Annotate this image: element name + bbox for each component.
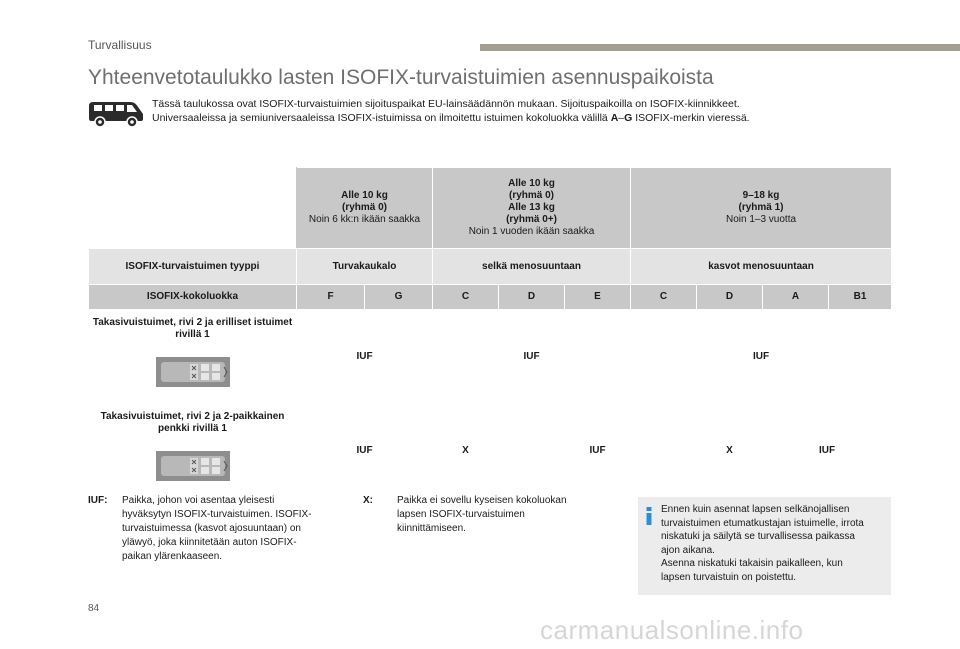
info-box: [638, 497, 891, 595]
cell-value: IUF: [631, 310, 892, 404]
cell-value: IUF: [763, 404, 892, 498]
legend-iuf-term: IUF:: [88, 495, 108, 506]
section-label: Turvallisuus: [88, 38, 152, 52]
size-class-cell: E: [565, 285, 631, 310]
legend-x-term: X:: [363, 495, 373, 506]
vehicle-top-view-icon: [156, 357, 230, 387]
row-header-0: Takasivuistuimet, rivi 2 ja erilliset istuimet rivillä 1: [89, 310, 297, 404]
vehicle-top-view-icon: [156, 451, 230, 481]
intro-text: [152, 97, 892, 125]
cell-value: IUF: [297, 404, 433, 498]
legend-x-text: Paikka ei sovellu kyseisen kokoluokan lapsen ISOFIX-turvaistuimen kiinnittämiseen.: [397, 495, 567, 534]
blank-corner: [89, 168, 297, 249]
cell-value: IUF: [499, 404, 697, 498]
size-class-cell: F: [297, 285, 365, 310]
size-class-cell: D: [499, 285, 565, 310]
size-class-cell: A: [763, 285, 829, 310]
size-range-end: G: [624, 112, 633, 124]
size-class-cell: C: [631, 285, 697, 310]
cell-value: IUF: [433, 310, 631, 404]
page-title: Yhteenvetotaulukko lasten ISOFIX-turvaistuimien asennuspaikoista: [88, 66, 714, 89]
size-class-cell: D: [697, 285, 763, 310]
intro-line-1: Tässä taulukossa ovat ISOFIX-turvaistuimien sijoituspaikat EU-lainsäädännön mukaan. Sijoituspaikoilla on ISOFIX-kiinnikkeet.: [152, 98, 740, 110]
weight-group-row: [89, 168, 892, 249]
size-class-cell: G: [365, 285, 433, 310]
seat-type-label: ISOFIX-turvaistuimen tyyppi: [89, 249, 297, 285]
legend-iuf-text: Paikka, johon voi asentaa yleisesti hyväksytyn ISOFIX-turvaistuimen. ISOFIX- turvaistuimessa (kasvot ajosuuntaan) on yläwyö, joka kiinnitetään auton ISOFIX- paikan ylärenkaaseen.: [122, 495, 312, 562]
group-header-1: Alle 10 kg (ryhmä 0) Alle 13 kg (ryhmä 0+) Noin 1 vuoden ikään saakka: [433, 168, 631, 249]
section-rule: [480, 44, 960, 51]
isofix-table: [88, 167, 892, 498]
page-number: 84: [88, 603, 100, 614]
table-row: [89, 310, 892, 404]
seat-type-0: Turvakaukalo: [297, 249, 433, 285]
size-class-cell: C: [433, 285, 499, 310]
seat-type-2: kasvot menosuuntaan: [631, 249, 892, 285]
row-header-1: Takasivuistuimet, rivi 2 ja 2-paikkainen penkki rivillä 1: [89, 404, 297, 498]
size-range-start: A: [610, 112, 619, 124]
group-header-2: 9–18 kg (ryhmä 1) Noin 1–3 vuotta: [631, 168, 892, 249]
cell-value: X: [433, 404, 499, 498]
watermark: carmanualsonline.info: [540, 615, 804, 645]
seat-type-1: selkä menosuuntaan: [433, 249, 631, 285]
van-icon: [86, 98, 146, 128]
intro-line-2: Universaaleissa ja semiuniversaaleissa ISOFIX-istuimissa on ilmoitettu istuimen kokoluokka välillä A–G ISOFIX-merkin vieressä.: [152, 112, 750, 124]
info-icon: [645, 507, 653, 525]
table-row: [89, 404, 892, 498]
info-text: Ennen kuin asennat lapsen selkänojallisen turvaistuimen etumatkustajan istuimelle, irrota niskatuki ja säilytä se turvallisessa paikassa ajon aikana. Asenna niskatuki takaisin paikalleen, kun lapsen turvaistuin on poistettu.: [661, 504, 864, 583]
cell-value: IUF: [297, 310, 433, 404]
cell-value: X: [697, 404, 763, 498]
size-class-row: [89, 285, 892, 310]
group-header-0: Alle 10 kg (ryhmä 0) Noin 6 kk:n ikään saakka: [297, 168, 433, 249]
seat-type-row: [89, 249, 892, 285]
size-class-cell: B1: [829, 285, 892, 310]
size-class-label: ISOFIX-kokoluokka: [89, 285, 297, 310]
